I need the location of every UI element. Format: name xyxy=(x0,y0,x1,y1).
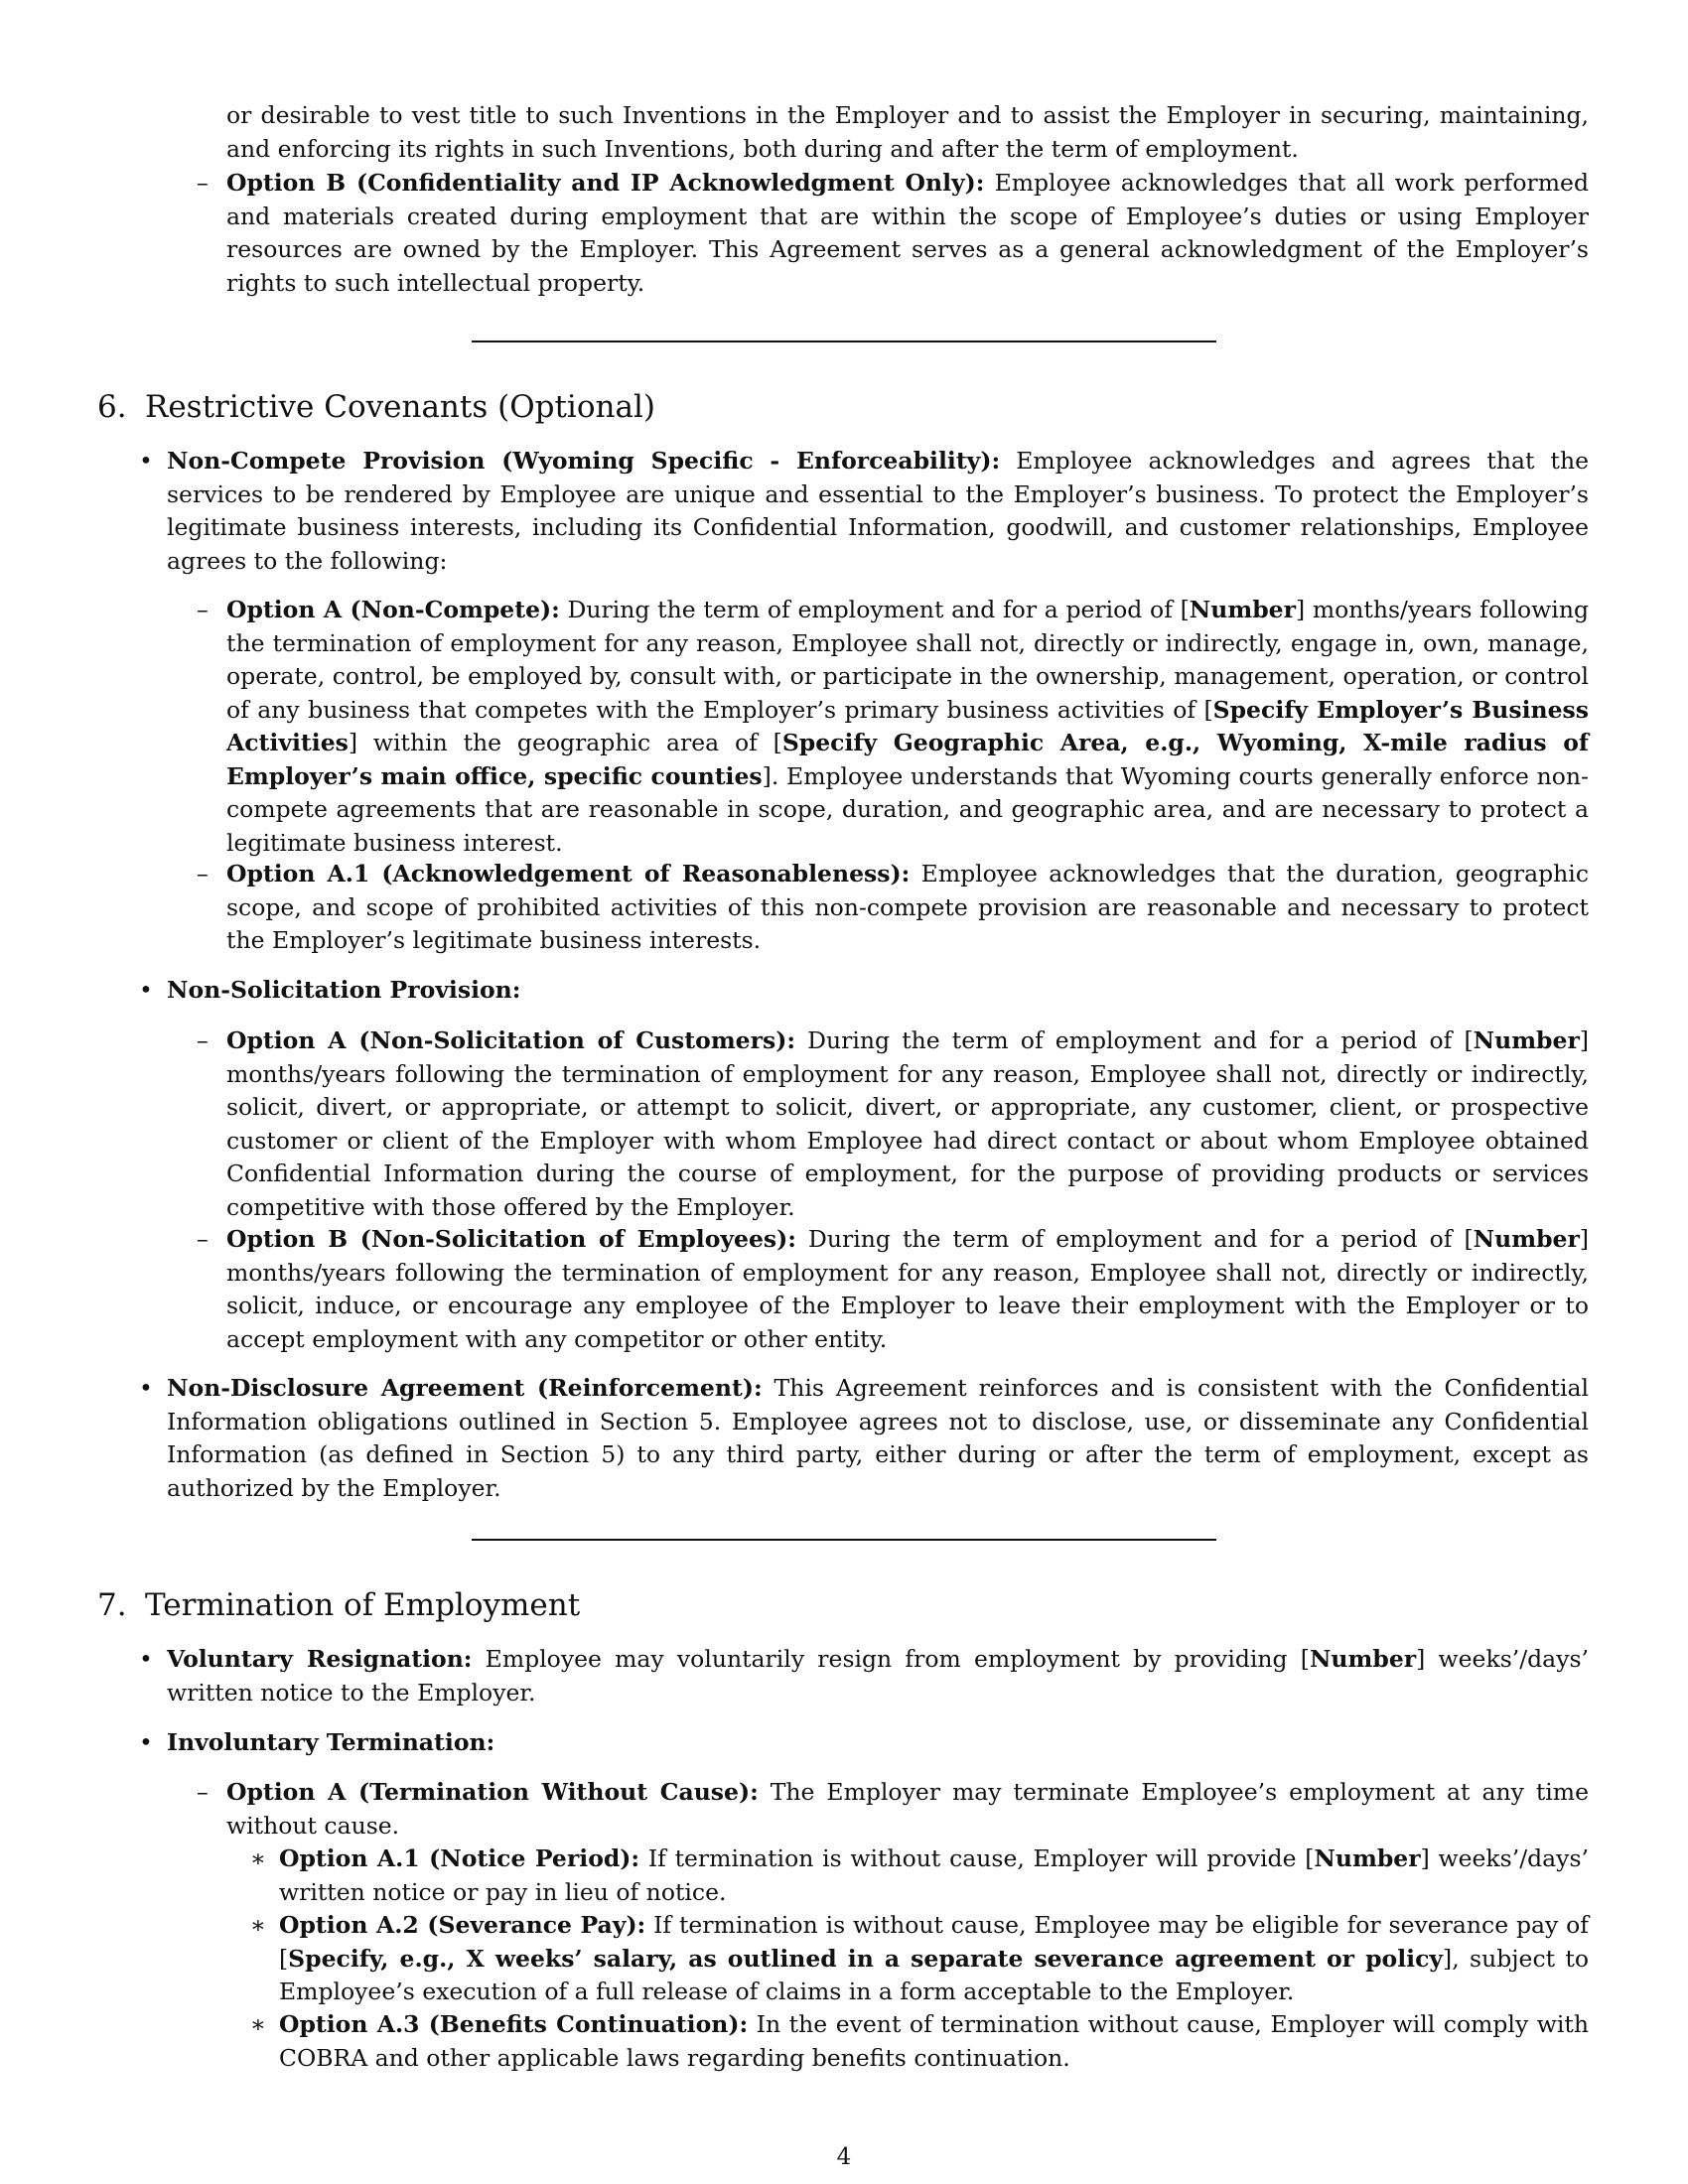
placeholder-number: Number xyxy=(1189,596,1296,623)
star-marker: ∗ xyxy=(250,2010,266,2038)
bullet-marker: • xyxy=(139,976,153,1004)
option-text: Employee acknowledges that the duration, geographic scope, and scope of prohibited activities of this non-compete provision are reasonable and necessary to protect the Employer’s legitimate business interests. xyxy=(226,860,1589,954)
option-title: Option A.3 (Benefits Continuation): xyxy=(279,2010,749,2038)
termination-option-a2 xyxy=(279,1909,1589,2009)
placeholder-number: Number xyxy=(1309,1645,1417,1673)
placeholder-business-activities: Specify Employer’s Business Activities xyxy=(226,695,1589,756)
termination-option-a3 xyxy=(279,2008,1589,2075)
option-text: During the term of employment and for a period of [ xyxy=(795,1225,1474,1253)
ip-option-b-title: Option B (Confidentiality and IP Acknowledgment Only): xyxy=(226,169,985,197)
option-text: ], subject to Employee’s execution of a full release of claims in a form acceptable to the Employer. xyxy=(279,1944,1589,2005)
non-compete-text: Employee acknowledges and agrees that the services to be rendered by Employee are unique and essential to the Employer’s business. To protect the Employer’s legitimate business interests, including its Confidential Information, goodwill, and customer relationships, Employee agrees to the following: xyxy=(167,447,1589,575)
section-6-heading xyxy=(97,387,655,427)
placeholder-severance: Specify, e.g., X weeks’ salary, as outlined in a separate severance agreement or policy xyxy=(288,1944,1444,1973)
option-title: Option B (Non-Solicitation of Employees): xyxy=(226,1225,796,1253)
placeholder-number: Number xyxy=(1473,1026,1580,1054)
dash-marker: – xyxy=(197,1778,209,1806)
dash-marker: – xyxy=(197,169,209,197)
dash-marker: – xyxy=(197,860,209,887)
option-text: ] weeks’/days’ written notice or pay in lieu of notice. xyxy=(279,1844,1589,1906)
non-solicitation-option-b xyxy=(226,1223,1589,1356)
option-text: The Employer may terminate Employee’s employment at any time without cause. xyxy=(226,1778,1589,1840)
placeholder-number: Number xyxy=(1314,1844,1421,1872)
page-number: 4 xyxy=(836,2144,852,2170)
section-7-heading xyxy=(97,1585,580,1625)
continuation-text: or desirable to vest title to such Inventions in the Employer and to assist the Employer in securing, maintaining, and enforcing its rights in such Inventions, both during and after the term of employment. xyxy=(226,101,1589,163)
star-marker: ∗ xyxy=(250,1844,266,1872)
nda-title: Non-Disclosure Agreement (Reinforcement): xyxy=(167,1374,763,1402)
option-title: Option A.1 (Acknowledgement of Reasonableness): xyxy=(226,860,911,887)
placeholder-number: Number xyxy=(1473,1225,1580,1253)
non-compete-option-a xyxy=(226,594,1589,860)
section-number: 6. xyxy=(97,389,127,425)
option-text: In the event of termination without cause, Employer will comply with COBRA and other applicable laws regarding benefits continuation. xyxy=(279,2010,1589,2072)
bullet-marker: • xyxy=(139,447,153,475)
voluntary-text: ] weeks’/days’ written notice to the Employer. xyxy=(167,1645,1590,1706)
star-marker: ∗ xyxy=(250,1911,266,1939)
ip-option-a-continuation xyxy=(226,99,1589,166)
dash-marker: – xyxy=(197,1225,209,1253)
voluntary-title: Voluntary Resignation: xyxy=(167,1645,473,1673)
option-title: Option A.1 (Notice Period): xyxy=(279,1844,640,1872)
bullet-marker: • xyxy=(139,1374,153,1402)
option-text: ]. Employee understands that Wyoming courts generally enforce non-compete agreements that are reasonable in scope, duration, and geographic area, and are necessary to protect a legitimate business interest. xyxy=(226,761,1589,857)
non-compete-title: Non-Compete Provision (Wyoming Specific - Enforceability): xyxy=(167,447,1001,475)
section-title: Restrictive Covenants (Optional) xyxy=(145,389,655,425)
option-text: ] months/years following the termination of employment for any reason, Employee shall not, directly or indirectly, solicit, divert, or appropriate, or attempt to solicit, divert, or appropriate, any customer, client, or prospective customer or client of the Employer with whom Employee had direct contact or about whom Employee obtained Confidential Information during the course of employment, for the purpose of providing products or services competitive with those offered by the Employer. xyxy=(226,1026,1589,1221)
option-text: If termination is without cause, Employer will provide [ xyxy=(639,1844,1315,1872)
non-solicitation-title: Non-Solicitation Provision: xyxy=(167,976,521,1004)
voluntary-resignation xyxy=(167,1643,1589,1709)
termination-option-a1 xyxy=(279,1843,1589,1909)
nda-provision xyxy=(167,1372,1589,1505)
bullet-marker: • xyxy=(139,1645,153,1673)
non-compete-option-a1 xyxy=(226,858,1589,958)
dash-marker: – xyxy=(197,596,209,623)
option-text: ] months/years following the termination of employment for any reason, Employee shall not, directly or indirectly, engage in, own, manage, operate, control, be employed by, consult with, or participate in the ownership, management, operation, or control of any business that competes with the Employer’s primary business activities of [ xyxy=(226,596,1589,724)
voluntary-text: Employee may voluntarily resign from employment by providing [ xyxy=(472,1645,1310,1673)
ip-option-b-text: Employee acknowledges that all work performed and materials created during employment that are within the scope of Employee’s duties or using Employer resources are owned by the Employer. This Agreement serves as a general acknowledgment of the Employer’s rights to such intellectual property. xyxy=(226,169,1589,297)
nda-text: This Agreement reinforces and is consistent with the Confidential Information obligations outlined in Section 5. Employee agrees not to disclose, use, or disseminate any Confidential Information (as defined in Section 5) to any third party, either during or after the term of employment, except as authorized by the Employer. xyxy=(167,1374,1589,1502)
placeholder-geographic-area: Specify Geographic Area, e.g., Wyoming, X-mile radius of Employer’s main office, specific counties xyxy=(226,729,1589,790)
option-text: ] months/years following the termination of employment for any reason, Employee shall not, directly or indirectly, solicit, induce, or encourage any employee of the Employer to leave their employment with the Employer or to accept employment with any competitor or other entity. xyxy=(226,1225,1590,1353)
section-divider xyxy=(472,1539,1216,1541)
ip-option-b xyxy=(226,167,1589,300)
option-text: During the term of employment and for a period of [ xyxy=(559,596,1190,623)
non-solicitation-option-a xyxy=(226,1024,1589,1224)
non-compete-provision xyxy=(167,445,1589,578)
option-title: Option A (Non-Solicitation of Customers): xyxy=(226,1026,796,1054)
section-number: 7. xyxy=(97,1587,127,1623)
termination-option-a xyxy=(226,1776,1589,1843)
option-text: If termination is without cause, Employee may be eligible for severance pay of [ xyxy=(279,1911,1589,1973)
involuntary-title: Involuntary Termination: xyxy=(167,1728,495,1756)
option-title: Option A (Termination Without Cause): xyxy=(226,1778,759,1806)
option-title: Option A (Non-Compete): xyxy=(226,596,560,623)
option-text: ] within the geographic area of [ xyxy=(348,729,782,756)
option-text: During the term of employment and for a period of [ xyxy=(795,1026,1474,1054)
dash-marker: – xyxy=(197,1026,209,1054)
non-solicitation-heading xyxy=(167,974,1589,1008)
bullet-marker: • xyxy=(139,1728,153,1756)
option-title: Option A.2 (Severance Pay): xyxy=(279,1911,646,1939)
section-title: Termination of Employment xyxy=(145,1587,581,1623)
involuntary-termination-heading xyxy=(167,1726,1589,1760)
section-divider xyxy=(472,341,1216,342)
